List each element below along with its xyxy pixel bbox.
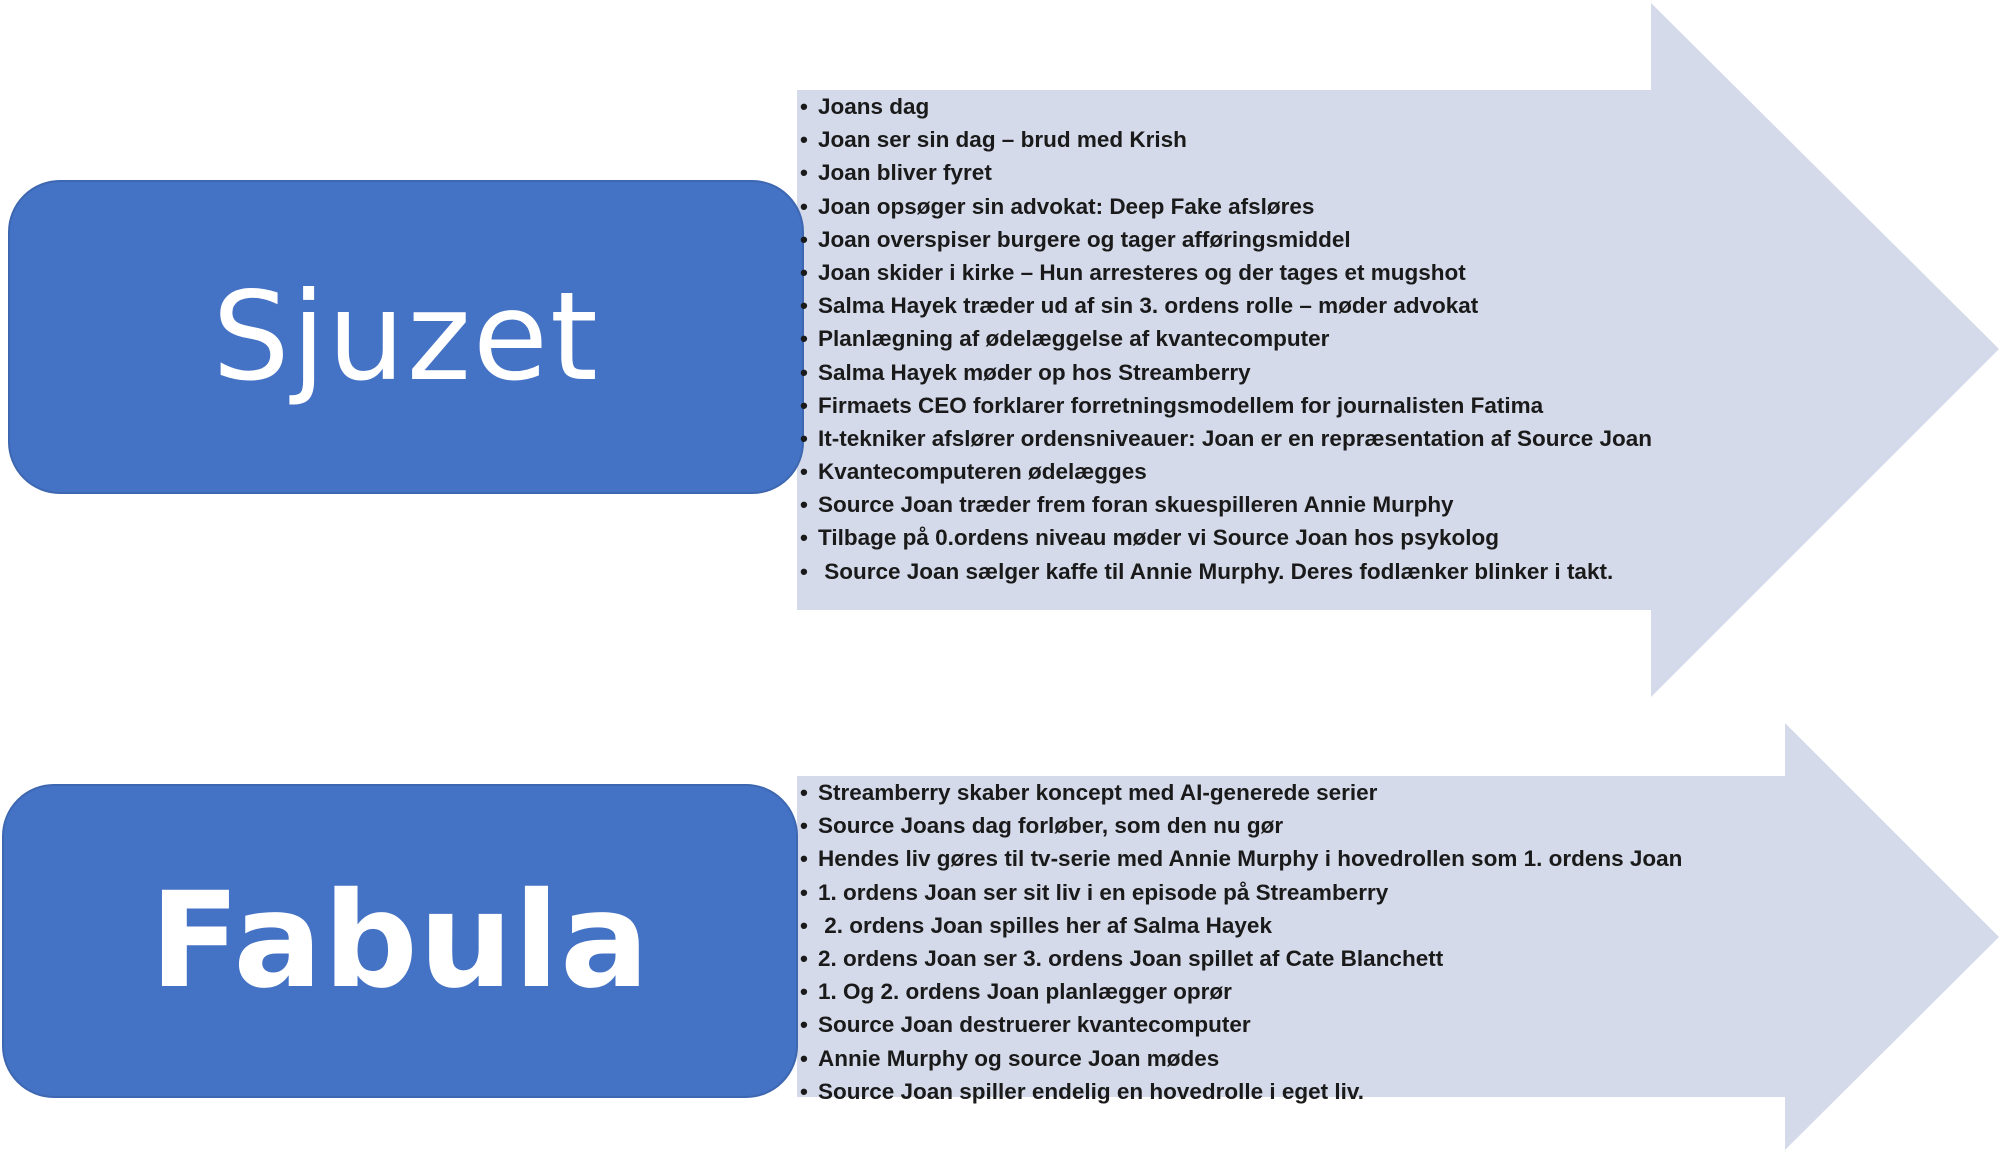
list-item: • 2. ordens Joan spilles her af Salma Hayek: [800, 909, 1682, 942]
list-item: • Annie Murphy og source Joan mødes: [800, 1042, 1682, 1075]
list-item: • Streamberry skaber koncept med AI-generede serier: [800, 776, 1682, 809]
list-item: • Joan bliver fyret: [800, 156, 1652, 189]
list-item: • Kvantecomputeren ødelægges: [800, 455, 1652, 488]
list-item: • It-tekniker afslører ordensniveauer: Joan er en repræsentation af Source Joan: [800, 422, 1652, 455]
fabula-title: Fabula: [149, 864, 651, 1018]
fabula-box: [2, 784, 798, 1098]
list-item: • Source Joan destruerer kvantecomputer: [800, 1008, 1682, 1041]
sjuzet-title: Sjuzet: [212, 266, 600, 408]
sjuzet-event-list: [800, 90, 1652, 588]
list-item: • Source Joan sælger kaffe til Annie Murphy. Deres fodlænker blinker i takt.: [800, 555, 1652, 588]
list-item: • Source Joan træder frem foran skuespilleren Annie Murphy: [800, 488, 1652, 521]
list-item: • Planlægning af ødelæggelse af kvantecomputer: [800, 322, 1652, 355]
list-item: • Tilbage på 0.ordens niveau møder vi Source Joan hos psykolog: [800, 521, 1652, 554]
list-item: • Joan overspiser burgere og tager afføringsmiddel: [800, 223, 1652, 256]
list-item: • 1. Og 2. ordens Joan planlægger oprør: [800, 975, 1682, 1008]
list-item: • Joans dag: [800, 90, 1652, 123]
list-item: • Joan opsøger sin advokat: Deep Fake afsløres: [800, 190, 1652, 223]
list-item: • Source Joans dag forløber, som den nu gør: [800, 809, 1682, 842]
list-item: • 1. ordens Joan ser sit liv i en episode på Streamberry: [800, 876, 1682, 909]
list-item: • Firmaets CEO forklarer forretningsmodellem for journalisten Fatima: [800, 389, 1652, 422]
list-item: • Salma Hayek møder op hos Streamberry: [800, 356, 1652, 389]
fabula-event-list: [800, 776, 1682, 1108]
list-item: • 2. ordens Joan ser 3. ordens Joan spillet af Cate Blanchett: [800, 942, 1682, 975]
sjuzet-box: [8, 180, 804, 494]
list-item: • Source Joan spiller endelig en hovedrolle i eget liv.: [800, 1075, 1682, 1108]
list-item: • Joan skider i kirke – Hun arresteres og der tages et mugshot: [800, 256, 1652, 289]
list-item: • Hendes liv gøres til tv-serie med Annie Murphy i hovedrollen som 1. ordens Joan: [800, 842, 1682, 875]
list-item: • Joan ser sin dag – brud med Krish: [800, 123, 1652, 156]
list-item: • Salma Hayek træder ud af sin 3. ordens rolle – møder advokat: [800, 289, 1652, 322]
